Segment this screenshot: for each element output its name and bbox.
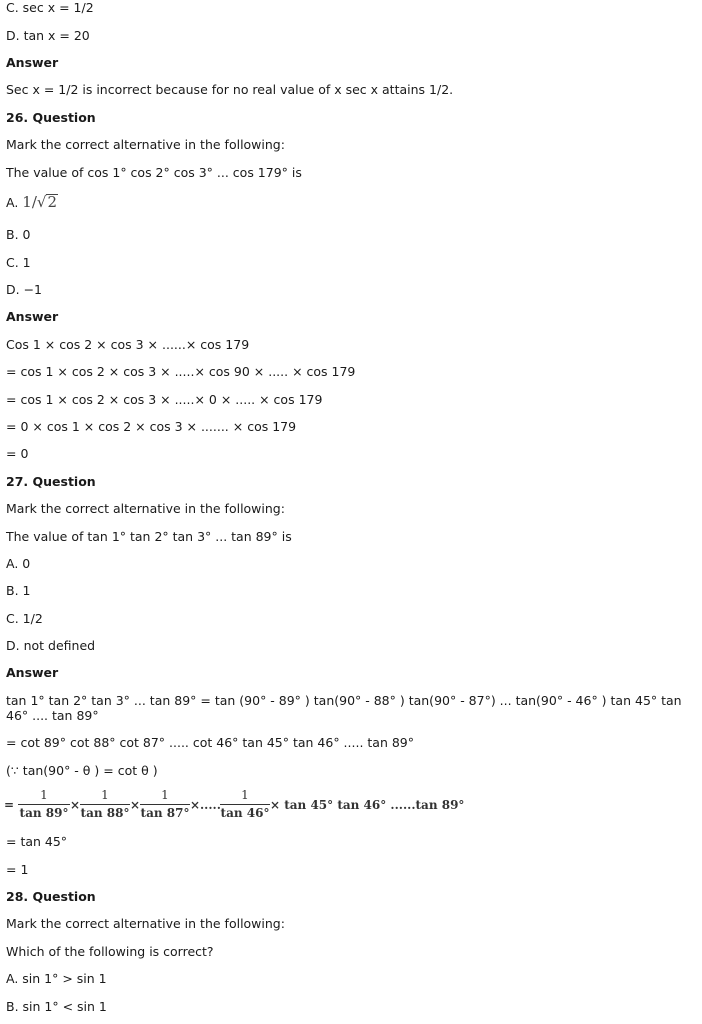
q27-option-a: A. 0 — [6, 556, 31, 571]
q27-question: The value of tan 1° tan 2° tan 3° ... tan 89° is — [6, 529, 292, 544]
q27-instruction: Mark the correct alternative in the following: — [6, 501, 285, 516]
q26-heading: 26. Question — [6, 110, 96, 125]
expr-fraction-1-numerator: 1 — [40, 788, 48, 802]
q26-step-1: Cos 1 × cos 2 × cos 3 × ......× cos 179 — [6, 337, 250, 352]
q25-option-d: D. tan x = 20 — [6, 28, 90, 43]
q27-heading: 27. Question — [6, 474, 96, 489]
q27-option-b: B. 1 — [6, 583, 31, 598]
expr-equals: = — [4, 798, 15, 812]
q27-option-c: C. 1/2 — [6, 611, 43, 626]
expr-fraction-4-denominator: tan 46° — [220, 806, 270, 820]
expr-fraction-1-denominator: tan 89° — [19, 806, 69, 820]
q28-heading: 28. Question — [6, 889, 96, 904]
q27-step-2: = cot 89° cot 88° cot 87° ..... cot 46° tan 45° tan 46° ..... tan 89° — [6, 735, 415, 750]
fraction-bar — [18, 804, 70, 805]
q27-answer-heading: Answer — [6, 665, 59, 680]
sqrt-icon: √ — [36, 193, 47, 211]
q27-step-3: (∵ tan(90° - θ ) = cot θ ) — [6, 763, 158, 778]
q26-option-a-value — [22, 193, 58, 211]
q26-answer-heading: Answer — [6, 309, 59, 324]
expr-tail: × tan 45° tan 46° ......tan 89° — [270, 798, 465, 812]
expr-fraction-2-numerator: 1 — [101, 788, 109, 802]
expr-fraction-4 — [220, 788, 270, 821]
q28-option-a: A. sin 1° > sin 1 — [6, 971, 107, 986]
q26-instruction: Mark the correct alternative in the following: — [6, 137, 285, 152]
q26-step-5: = 0 — [6, 446, 29, 461]
q25-option-c: C. sec x = 1/2 — [6, 0, 94, 15]
q25-answer-text: Sec x = 1/2 is incorrect because for no real value of x sec x attains 1/2. — [6, 82, 454, 97]
q26-option-a-label: A. — [6, 195, 19, 210]
expr-times-3: × — [190, 798, 201, 812]
expr-fraction-4-numerator: 1 — [241, 788, 249, 802]
q26-option-d: D. −1 — [6, 282, 42, 297]
expr-fraction-1 — [18, 788, 70, 821]
expr-fraction-2 — [80, 788, 130, 821]
q26-option-a — [6, 194, 58, 210]
q27-option-d: D. not defined — [6, 638, 96, 653]
q26-step-2: = cos 1 × cos 2 × cos 3 × .....× cos 90 × ..... × cos 179 — [6, 364, 356, 379]
expr-times-2: × — [130, 798, 141, 812]
expr-fraction-3 — [140, 788, 190, 821]
q28-instruction: Mark the correct alternative in the following: — [6, 916, 285, 931]
q27-step-4: = tan 45° — [6, 834, 68, 849]
fraction-bar — [80, 804, 130, 805]
q26-option-b: B. 0 — [6, 227, 31, 242]
q25-answer-heading: Answer — [6, 55, 59, 70]
q26-option-c: C. 1 — [6, 255, 31, 270]
q28-option-b: B. sin 1° < sin 1 — [6, 999, 107, 1014]
expr-fraction-3-numerator: 1 — [161, 788, 169, 802]
fraction-bar — [220, 804, 270, 805]
q26-option-a-radicand: 2 — [47, 193, 58, 211]
q26-step-3: = cos 1 × cos 2 × cos 3 × .....× 0 × ..... × cos 179 — [6, 392, 323, 407]
expr-fraction-3-denominator: tan 87° — [140, 806, 190, 820]
q26-question: The value of cos 1° cos 2° cos 3° ... cos 179° is — [6, 165, 302, 180]
q26-option-a-numerator: 1/ — [22, 193, 37, 211]
q27-step-1: tan 1° tan 2° tan 3° ... tan 89° = tan (90° - 89° ) tan(90° - 88° ) tan(90° - 87°) ... tan(90° - 46° ) tan 45° tan 46° .... tan 89° — [6, 693, 682, 723]
q26-step-4: = 0 × cos 1 × cos 2 × cos 3 × ....... × cos 179 — [6, 419, 297, 434]
fraction-bar — [140, 804, 190, 805]
expr-dots: ..... — [200, 798, 221, 812]
expr-times-1: × — [70, 798, 81, 812]
q27-step-5: = 1 — [6, 862, 29, 877]
expr-fraction-2-denominator: tan 88° — [80, 806, 130, 820]
q28-question: Which of the following is correct? — [6, 944, 214, 959]
